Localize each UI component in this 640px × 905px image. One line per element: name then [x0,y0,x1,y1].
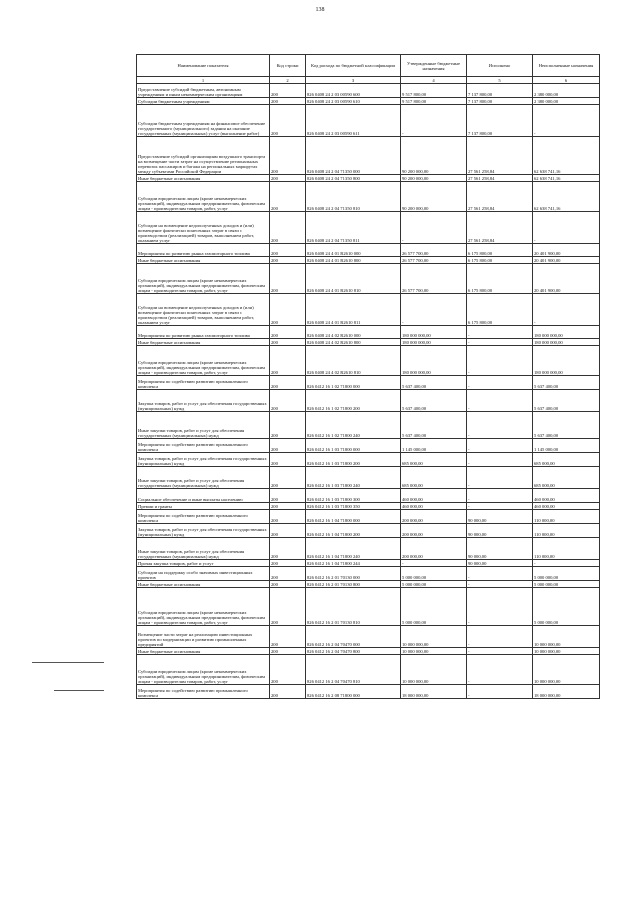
row-line-code: 200 [270,685,306,699]
row-name: Субсидии бюджетным учреждениям [137,98,270,105]
row-executed-amount: - [467,685,533,699]
row-line-code: 200 [270,294,306,326]
page-number: 138 [315,7,325,13]
row-remaining-amount: 110 000,00 [533,538,600,560]
row-line-code: 200 [270,510,306,524]
row-executed-amount: 6 175 800,00 [467,264,533,294]
row-name: Иные бюджетные ассигнования [137,339,270,346]
row-line-code: 200 [270,182,306,212]
row-executed-amount: 6 175 800,00 [467,257,533,264]
budget-execution-table [136,54,600,699]
table-row [137,626,600,648]
row-name: Прочая закупка товаров, работ и услуг [137,560,270,567]
row-approved-amount: 5 637 400,00 [401,412,467,439]
column-number: 1 [137,77,270,84]
row-remaining-amount: 18 000 000,00 [533,685,600,699]
row-line-code: 200 [270,264,306,294]
row-name: Предоставление субсидий организациям воздушного транспорта на возмещение части затрат на осуществление региональных перевозок пассажиров и багажа на региональных маршрутах между субъектами Российской Федерации [137,137,270,175]
row-classification-code: 826 0408 24 4 01 R2610 800 [306,257,401,264]
header-approved: Утвержденные бюджетные назначения [401,55,467,77]
row-name: Социальное обеспечение и иные выплаты населению [137,489,270,503]
table-row [137,489,600,503]
header-row [137,55,600,77]
row-approved-amount: 90 200 000,00 [401,175,467,182]
row-approved-amount: 26 577 700,00 [401,257,467,264]
row-approved-amount: 5 637 400,00 [401,376,467,390]
table-body [137,84,600,699]
row-executed-amount: - [467,376,533,390]
row-classification-code: 826 0412 16 2 01 70130 000 [306,567,401,581]
row-classification-code: 826 0408 24 4 01 R2610 811 [306,294,401,326]
row-line-code: 200 [270,105,306,137]
row-approved-amount: 460 000,00 [401,503,467,510]
row-approved-amount: 685 000,00 [401,453,467,467]
row-name: Мероприятия по содействию развитию промышленного комплекса [137,439,270,453]
row-classification-code: 826 0408 24 2 03 00590 610 [306,98,401,105]
row-name: Закупка товаров, работ и услуг для обеспечения государственных (муниципальных) нужд [137,524,270,538]
row-classification-code: 826 0408 24 2 04 71350 800 [306,175,401,182]
row-executed-amount: 90 000,00 [467,510,533,524]
row-approved-amount: - [401,560,467,567]
table-row [137,567,600,581]
row-executed-amount: 7 137 800,00 [467,105,533,137]
row-executed-amount: - [467,453,533,467]
row-classification-code: 826 0408 24 4 01 R2610 000 [306,244,401,257]
row-classification-code: 826 0412 16 2 04 70470 000 [306,626,401,648]
row-line-code: 200 [270,626,306,648]
row-remaining-amount: 180 000 000,00 [533,346,600,376]
row-executed-amount: - [467,503,533,510]
row-executed-amount: - [467,567,533,581]
table-row [137,412,600,439]
row-executed-amount: 6 175 800,00 [467,244,533,257]
row-line-code: 200 [270,326,306,339]
row-line-code: 200 [270,560,306,567]
row-line-code: 200 [270,439,306,453]
row-classification-code: 826 0408 24 2 03 00590 611 [306,105,401,137]
row-remaining-amount: 20 401 900,00 [533,264,600,294]
row-remaining-amount: - [533,105,600,137]
row-line-code: 200 [270,655,306,685]
row-line-code: 200 [270,412,306,439]
column-number: 3 [306,77,401,84]
row-classification-code: 826 0412 16 1 02 71800 240 [306,412,401,439]
table-row [137,510,600,524]
row-remaining-amount: 460 000,00 [533,503,600,510]
table-row [137,439,600,453]
row-name: Субсидии на возмещение недополученных доходов и (или) возмещение фактически понесенных затрат в связи с производством (реализацией) товаров, выполнением работ, оказанием услуг [137,294,270,326]
row-approved-amount: 5 000 000,00 [401,588,467,626]
row-classification-code: 826 0408 24 2 04 71350 811 [306,212,401,244]
table-row [137,326,600,339]
row-executed-amount: 27 561 258,84 [467,137,533,175]
row-remaining-amount: 460 000,00 [533,489,600,503]
row-classification-code: 826 0412 16 1 04 71800 244 [306,560,401,567]
column-number-row [137,77,600,84]
row-line-code: 200 [270,489,306,503]
row-name: Закупка товаров, работ и услуг для обеспечения государственных (муниципальных) нужд [137,453,270,467]
row-executed-amount: - [467,439,533,453]
row-line-code: 200 [270,503,306,510]
row-remaining-amount: 10 000 000,00 [533,655,600,685]
row-approved-amount: 180 000 000,00 [401,326,467,339]
row-classification-code: 826 0412 16 1 02 71800 000 [306,376,401,390]
row-name: Мероприятия по содействию развитию промышленного комплекса [137,510,270,524]
row-line-code: 200 [270,467,306,489]
row-executed-amount: 90 000,00 [467,560,533,567]
row-remaining-amount: 1 145 000,00 [533,439,600,453]
row-remaining-amount: 20 401 900,00 [533,244,600,257]
row-name: Мероприятия по развитию рынка газомоторного топлива [137,244,270,257]
row-line-code: 200 [270,648,306,655]
row-name: Иные бюджетные ассигнования [137,257,270,264]
row-line-code: 200 [270,524,306,538]
row-name: Субсидии юридическим лицам (кроме некоммерческих организаций), индивидуальным предпринимателям, физическим лицам - производителям товаров, работ, услуг [137,655,270,685]
row-executed-amount: 27 561 258,84 [467,182,533,212]
row-classification-code: 826 0412 16 1 03 71800 240 [306,467,401,489]
row-name: Субсидии юридическим лицам (кроме некоммерческих организаций), индивидуальным предпринимателям, физическим лицам - производителям товаров, работ, услуг [137,182,270,212]
table-row [137,212,600,244]
row-classification-code: 826 0408 24 2 04 71350 810 [306,182,401,212]
row-approved-amount: - [401,294,467,326]
row-remaining-amount: 110 000,00 [533,524,600,538]
row-line-code: 200 [270,588,306,626]
row-approved-amount: 5 637 400,00 [401,390,467,412]
row-executed-amount: 7 137 800,00 [467,98,533,105]
row-remaining-amount: 62 638 741,16 [533,175,600,182]
row-approved-amount: 180 000 000,00 [401,339,467,346]
column-number: 2 [270,77,306,84]
row-classification-code: 826 0412 16 2 01 70130 810 [306,588,401,626]
row-line-code: 200 [270,538,306,560]
row-remaining-amount: 62 638 741,16 [533,182,600,212]
row-classification-code: 826 0408 24 2 04 71350 000 [306,137,401,175]
row-line-code: 200 [270,137,306,175]
row-remaining-amount: 20 401 900,00 [533,257,600,264]
row-remaining-amount: 5 000 000,00 [533,581,600,588]
row-approved-amount: - [401,105,467,137]
row-approved-amount: 5 000 000,00 [401,581,467,588]
row-name: Субсидии на поддержку особо значимых инвестиционных проектов [137,567,270,581]
table-row [137,467,600,489]
row-executed-amount: - [467,346,533,376]
row-name: Мероприятия по содействию развитию промышленного комплекса [137,685,270,699]
row-remaining-amount: 10 000 000,00 [533,648,600,655]
row-approved-amount: 26 577 700,00 [401,244,467,257]
header-line-code: Код строки [270,55,306,77]
row-approved-amount: 460 000,00 [401,489,467,503]
column-number: 4 [401,77,467,84]
row-remaining-amount: 685 000,00 [533,453,600,467]
row-approved-amount: 18 000 000,00 [401,685,467,699]
row-classification-code: 826 0412 16 1 04 71800 000 [306,510,401,524]
row-approved-amount: 200 000,00 [401,538,467,560]
row-name: Возмещение части затрат на реализацию инвестиционных проектов по модернизации и развитию промышленных предприятий [137,626,270,648]
table-row [137,390,600,412]
row-line-code: 200 [270,453,306,467]
row-classification-code: 826 0412 16 1 03 71800 350 [306,503,401,510]
row-executed-amount: - [467,626,533,648]
row-executed-amount: - [467,390,533,412]
row-executed-amount: 90 000,00 [467,524,533,538]
row-approved-amount: 9 517 800,00 [401,84,467,98]
row-remaining-amount: 62 638 741,16 [533,137,600,175]
row-name: Иные бюджетные ассигнования [137,581,270,588]
row-classification-code: 826 0408 24 4 01 R2610 810 [306,264,401,294]
row-remaining-amount: 685 000,00 [533,467,600,489]
row-approved-amount: 10 000 000,00 [401,626,467,648]
row-remaining-amount: 180 000 000,00 [533,326,600,339]
column-number: 5 [467,77,533,84]
row-name: Премии и гранты [137,503,270,510]
table-row [137,581,600,588]
row-remaining-amount: 2 380 000,00 [533,98,600,105]
table-row [137,538,600,560]
row-executed-amount: 7 137 800,00 [467,84,533,98]
row-line-code: 200 [270,212,306,244]
row-remaining-amount: 2 380 000,00 [533,84,600,98]
row-executed-amount: - [467,648,533,655]
row-line-code: 200 [270,244,306,257]
table-row [137,105,600,137]
row-name: Предоставление субсидий бюджетным, автономным учреждениям и иным некоммерческим организациям [137,84,270,98]
table-row [137,453,600,467]
row-approved-amount: 200 000,00 [401,524,467,538]
row-name: Иные закупки товаров, работ и услуг для обеспечения государственных (муниципальных) нужд [137,412,270,439]
row-classification-code: 826 0408 24 4 02 R2610 810 [306,346,401,376]
row-executed-amount: 27 561 258,84 [467,212,533,244]
table-row [137,503,600,510]
header-remaining: Неисполненные назначения [533,55,600,77]
row-line-code: 200 [270,257,306,264]
row-approved-amount: - [401,212,467,244]
row-approved-amount: 9 517 800,00 [401,98,467,105]
row-line-code: 200 [270,84,306,98]
row-name: Закупка товаров, работ и услуг для обеспечения государственных (муниципальных) нужд [137,390,270,412]
table-row [137,84,600,98]
row-executed-amount: - [467,581,533,588]
row-classification-code: 826 0412 16 1 02 71800 200 [306,390,401,412]
row-name: Мероприятия по содействию развитию промышленного комплекса [137,376,270,390]
row-executed-amount: 6 175 800,00 [467,294,533,326]
row-executed-amount: - [467,412,533,439]
row-remaining-amount: - [533,294,600,326]
row-remaining-amount: 10 000 000,00 [533,626,600,648]
row-line-code: 200 [270,376,306,390]
row-remaining-amount: 5 637 400,00 [533,390,600,412]
table-row [137,685,600,699]
row-classification-code: 826 0412 16 2 04 70470 810 [306,655,401,685]
row-approved-amount: 26 577 700,00 [401,264,467,294]
row-remaining-amount: 5 637 400,00 [533,376,600,390]
table-row [137,244,600,257]
row-executed-amount: - [467,655,533,685]
row-approved-amount: 90 200 000,00 [401,137,467,175]
table-row [137,560,600,567]
row-remaining-amount: 5 000 000,00 [533,567,600,581]
row-name: Иные закупки товаров, работ и услуг для обеспечения государственных (муниципальных) нужд [137,538,270,560]
row-name: Мероприятия по развитию рынка газомоторного топлива [137,326,270,339]
row-executed-amount: - [467,339,533,346]
row-line-code: 200 [270,98,306,105]
row-name: Иные бюджетные ассигнования [137,648,270,655]
row-classification-code: 826 0412 16 2 08 71800 000 [306,685,401,699]
table-row [137,346,600,376]
table-row [137,175,600,182]
table-row [137,264,600,294]
row-classification-code: 826 0412 16 1 03 71800 200 [306,453,401,467]
row-approved-amount: 685 000,00 [401,467,467,489]
row-executed-amount: - [467,326,533,339]
row-classification-code: 826 0412 16 1 03 71800 300 [306,489,401,503]
row-classification-code: 826 0412 16 1 04 71800 240 [306,538,401,560]
row-executed-amount: - [467,467,533,489]
row-line-code: 200 [270,346,306,376]
row-approved-amount: 200 000,00 [401,510,467,524]
row-executed-amount: 90 000,00 [467,538,533,560]
row-approved-amount: 180 000 000,00 [401,346,467,376]
row-line-code: 200 [270,390,306,412]
row-approved-amount: 90 200 000,00 [401,182,467,212]
table-row [137,524,600,538]
row-remaining-amount: - [533,560,600,567]
table-row [137,294,600,326]
row-name: Субсидии юридическим лицам (кроме некоммерческих организаций), индивидуальным предпринимателям, физическим лицам - производителям товаров, работ, услуг [137,588,270,626]
row-remaining-amount: 5 000 000,00 [533,588,600,626]
row-name: Субсидии юридическим лицам (кроме некоммерческих организаций), индивидуальным предпринимателям, физическим лицам - производителям товаров, работ, услуг [137,346,270,376]
header-indicator-name: Наименование показателя [137,55,270,77]
row-line-code: 200 [270,567,306,581]
table-row [137,648,600,655]
table-row [137,98,600,105]
row-name: Субсидии на возмещение недополученных доходов и (или) возмещение фактически понесенных затрат в связи с производством (реализацией) товаров, выполнением работ, оказанием услуг [137,212,270,244]
row-approved-amount: 10 000 000,00 [401,648,467,655]
row-name: Субсидии юридическим лицам (кроме некоммерческих организаций), индивидуальным предпринимателям, физическим лицам - производителям товаров, работ, услуг [137,264,270,294]
row-executed-amount: - [467,588,533,626]
margin-line-left-short [54,690,104,691]
margin-line-left [32,662,104,663]
header-budget-classification: Код расхода по бюджетной классификации [306,55,401,77]
table-row [137,339,600,346]
table-row [137,182,600,212]
row-name: Субсидии бюджетным учреждениям на финансовое обеспечение государственного (муниципального) задания на оказание государственных (муниципальных) услуг (выполнение работ) [137,105,270,137]
row-classification-code: 826 0408 24 4 02 R2610 000 [306,326,401,339]
row-classification-code: 826 0412 16 1 04 71800 200 [306,524,401,538]
row-classification-code: 826 0412 16 2 04 70470 800 [306,648,401,655]
row-executed-amount: - [467,489,533,503]
row-remaining-amount: 180 000 000,00 [533,339,600,346]
header-executed: Исполнено [467,55,533,77]
row-remaining-amount: - [533,212,600,244]
table-row [137,588,600,626]
row-executed-amount: 27 561 258,84 [467,175,533,182]
row-classification-code: 826 0408 24 2 03 00590 600 [306,84,401,98]
row-remaining-amount: 5 637 400,00 [533,412,600,439]
column-number: 6 [533,77,600,84]
table-row [137,655,600,685]
row-approved-amount: 10 000 000,00 [401,655,467,685]
row-approved-amount: 1 145 000,00 [401,439,467,453]
table-row [137,376,600,390]
row-line-code: 200 [270,175,306,182]
row-remaining-amount: 110 000,00 [533,510,600,524]
row-name: Иные бюджетные ассигнования [137,175,270,182]
table-row [137,137,600,175]
table-row [137,257,600,264]
row-classification-code: 826 0408 24 4 02 R2610 800 [306,339,401,346]
row-line-code: 200 [270,581,306,588]
row-name: Иные закупки товаров, работ и услуг для обеспечения государственных (муниципальных) нужд [137,467,270,489]
row-line-code: 200 [270,339,306,346]
row-classification-code: 826 0412 16 1 03 71800 000 [306,439,401,453]
row-approved-amount: 5 000 000,00 [401,567,467,581]
row-classification-code: 826 0412 16 2 01 70130 800 [306,581,401,588]
